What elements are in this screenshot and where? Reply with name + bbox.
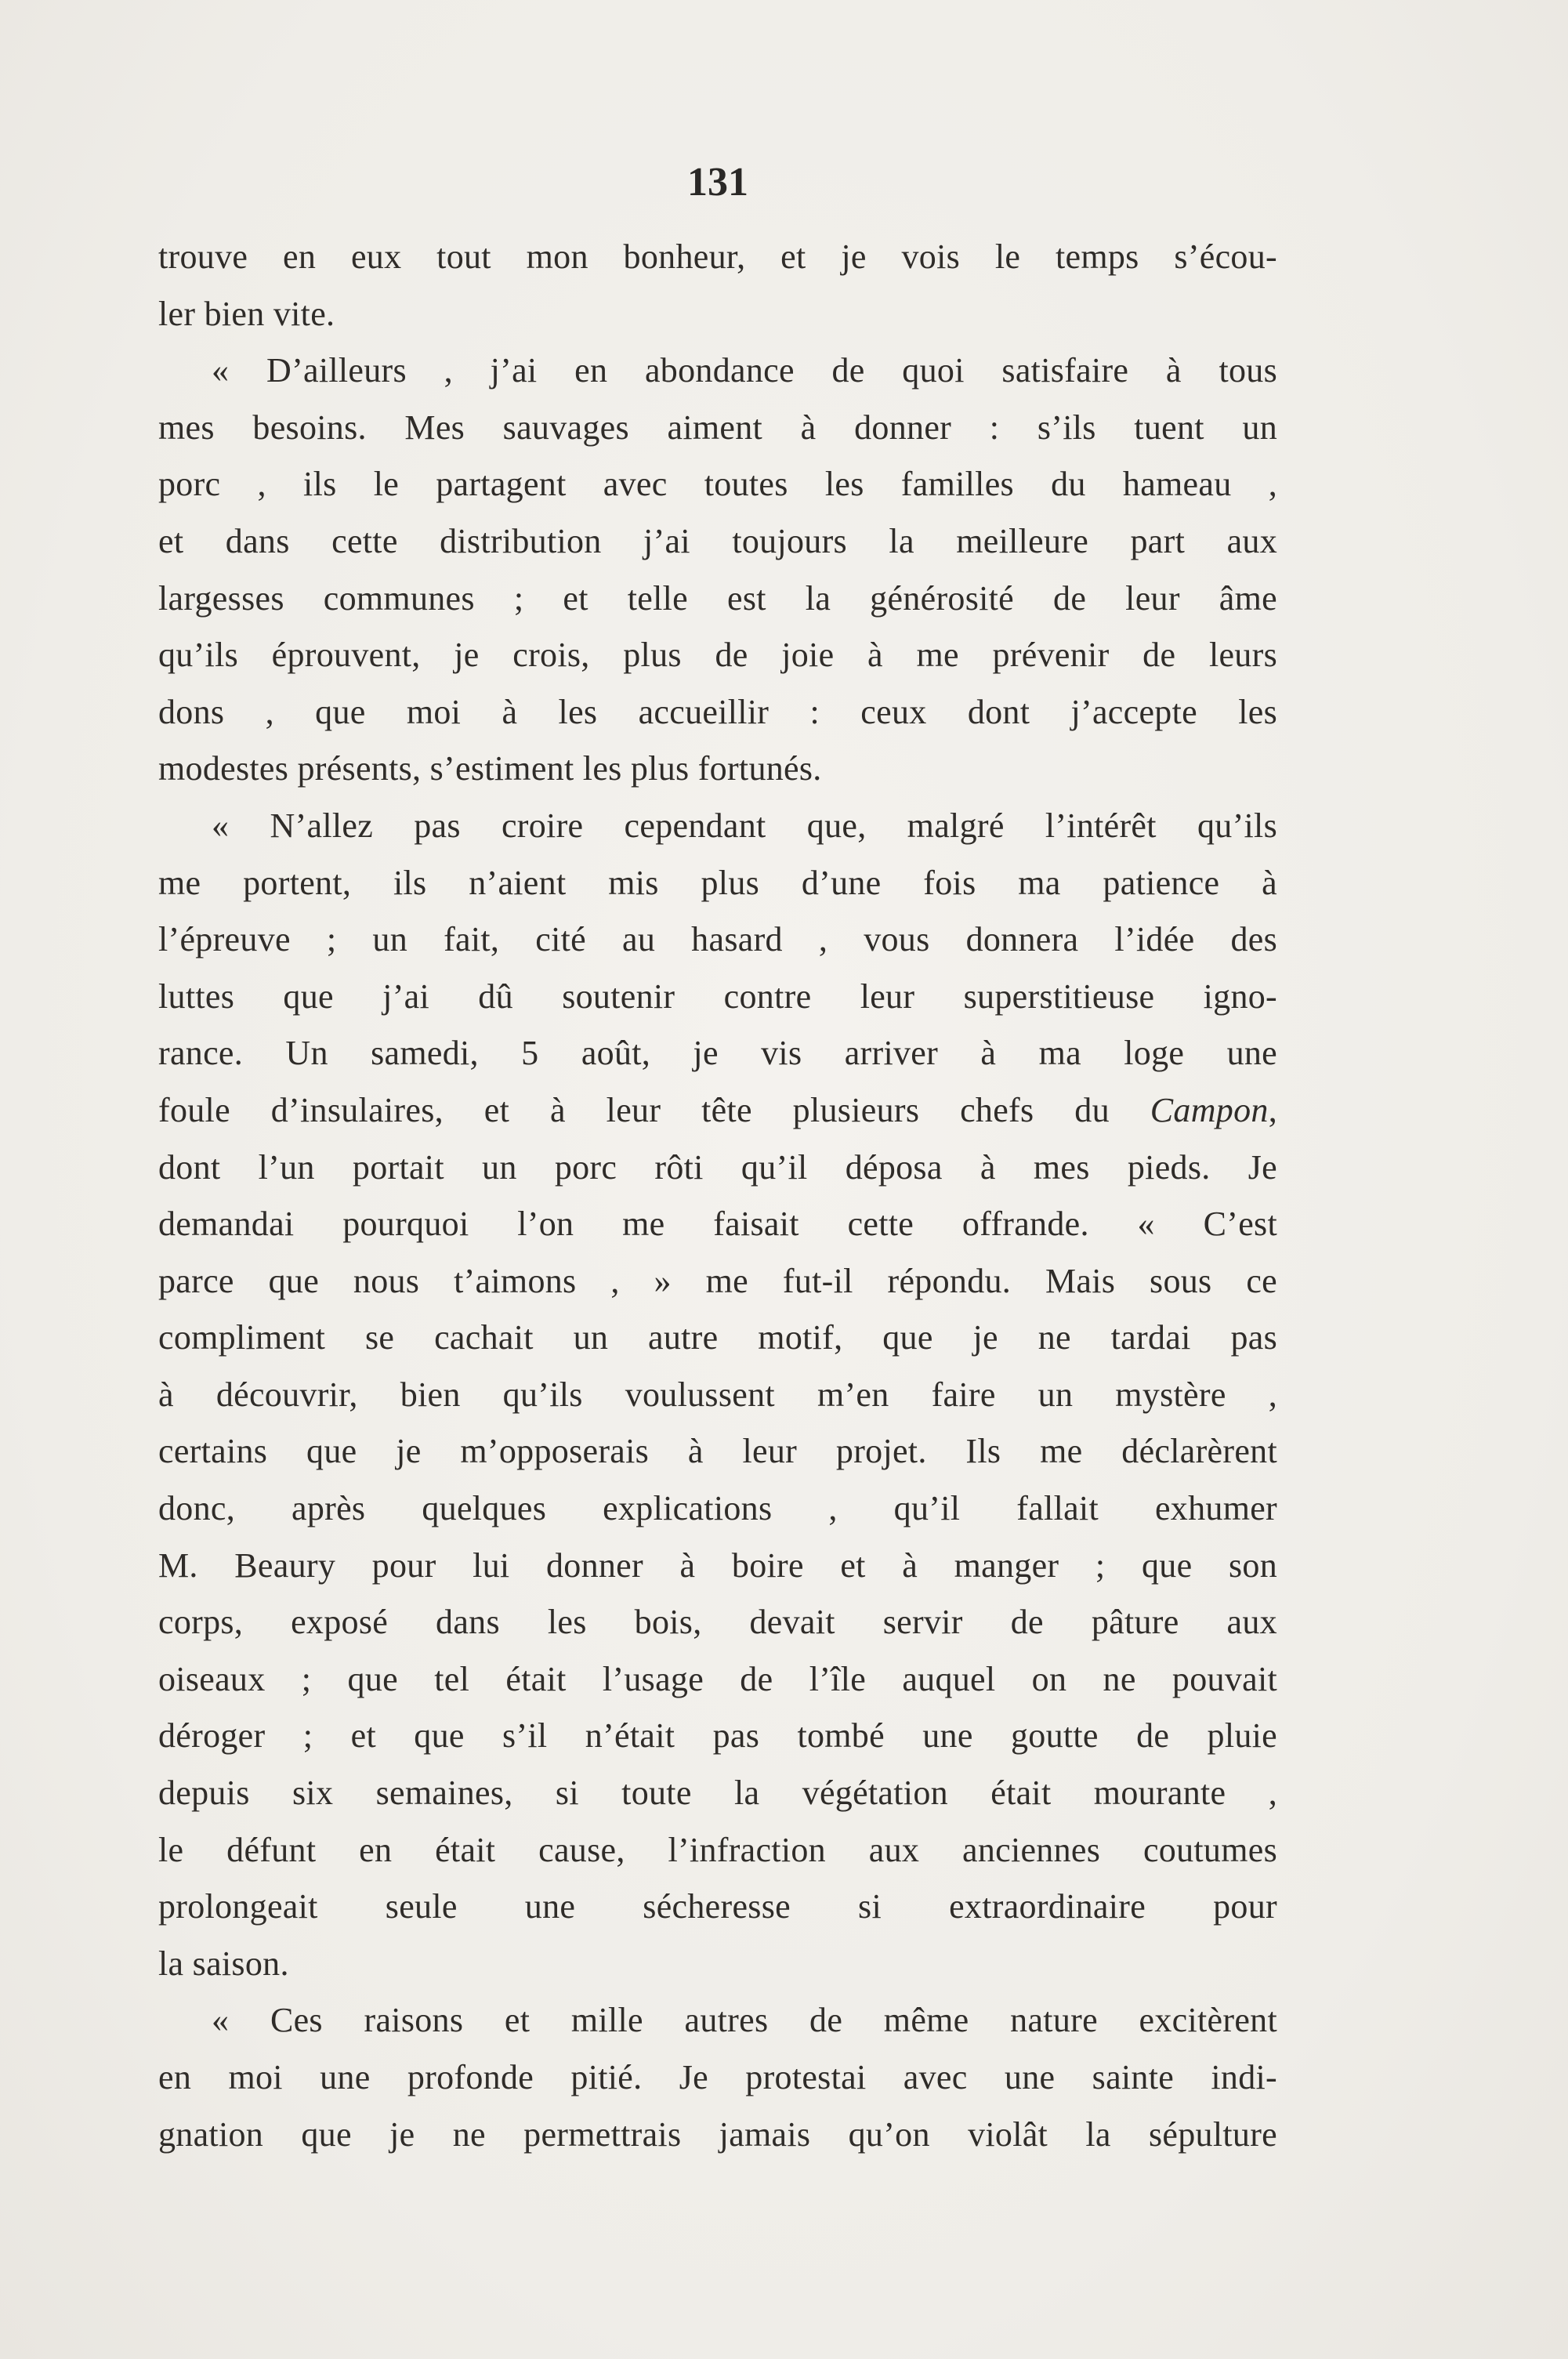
text-line: parce que nous t’aimons , » me fut-il répondu. Mais sous ce [158, 1261, 1277, 1300]
text-line: « D’ailleurs , j’ai en abondance de quoi satisfaire à tous [212, 351, 1277, 390]
text-line: depuis six semaines, si toute la végétation était mourante , [158, 1774, 1277, 1813]
text-line: dont l’un portait un porc rôti qu’il déposa à mes pieds. Je [158, 1147, 1277, 1187]
text-line: luttes que j’ai dû soutenir contre leur superstitieuse igno- [158, 977, 1277, 1016]
text-line: trouve en eux tout mon bonheur, et je vois le temps s’écou- [158, 237, 1277, 276]
text-line: le défunt en était cause, l’infraction aux anciennes coutumes [158, 1830, 1277, 1869]
text-line: compliment se cachait un autre motif, que je ne tardai pas [158, 1318, 1277, 1357]
text-line: modestes présents, s’estiment les plus fortunés. [158, 749, 822, 788]
text-line: porc , ils le partagent avec toutes les familles du hameau , [158, 465, 1277, 504]
text-line: corps, exposé dans les bois, devait servir de pâture aux [158, 1603, 1277, 1642]
text-line [158, 1082, 1277, 1140]
text-line: gnation que je ne permettrais jamais qu’on violât la sépulture [158, 2114, 1277, 2154]
text-segment: , [1268, 1090, 1277, 1129]
text-line: en moi une profonde pitié. Je protestai avec une sainte indi- [158, 2058, 1277, 2096]
page-number: 131 [687, 160, 748, 205]
text-line: M. Beaury pour lui donner à boire et à manger ; que son [158, 1545, 1277, 1585]
text-line: déroger ; et que s’il n’était pas tombé une goutte de pluie [158, 1716, 1277, 1756]
text-line: mes besoins. Mes sauvages aiment à donner : s’ils tuent un [158, 408, 1277, 447]
text-line: demandai pourquoi l’on me faisait cette offrande. « C’est [158, 1205, 1277, 1244]
text-line: ler bien vite. [158, 294, 335, 333]
text-segment: foule d’insulaires, et à leur tête plusieurs chefs du [158, 1090, 1150, 1129]
text-line: « Ces raisons et mille autres de même nature excitèrent [212, 2001, 1277, 2040]
text-line: oiseaux ; que tel était l’usage de l’île auquel on ne pouvait [158, 1659, 1277, 1698]
text-line: rance. Un samedi, 5 août, je vis arriver à ma loge une [158, 1034, 1277, 1073]
text-line: la saison. [158, 1944, 289, 1983]
text-line: me portent, ils n’aient mis plus d’une fois ma patience à [158, 863, 1277, 902]
text-line: certains que je m’opposerais à leur projet. Ils me déclarèrent [158, 1432, 1277, 1471]
text-line: à découvrir, bien qu’ils voulussent m’en faire un mystère , [158, 1375, 1277, 1414]
body-text [158, 229, 1277, 2163]
text-line: qu’ils éprouvent, je crois, plus de joie à me prévenir de leurs [158, 636, 1277, 675]
text-line: « N’allez pas croire cependant que, malgré l’intérêt qu’ils [212, 806, 1277, 845]
text-line: prolongeait seule une sécheresse si extraordinaire pour [158, 1887, 1277, 1926]
text-line: dons , que moi à les accueillir : ceux dont j’accepte les [158, 692, 1277, 731]
text-line: donc, après quelques explications , qu’il fallait exhumer [158, 1489, 1277, 1528]
text-line: largesses communes ; et telle est la générosité de leur âme [158, 578, 1277, 618]
text-line: l’épreuve ; un fait, cité au hasard , vous donnera l’idée des [158, 920, 1277, 959]
italic-term: Campon [1150, 1090, 1269, 1129]
text-line: et dans cette distribution j’ai toujours la meilleure part aux [158, 521, 1277, 560]
